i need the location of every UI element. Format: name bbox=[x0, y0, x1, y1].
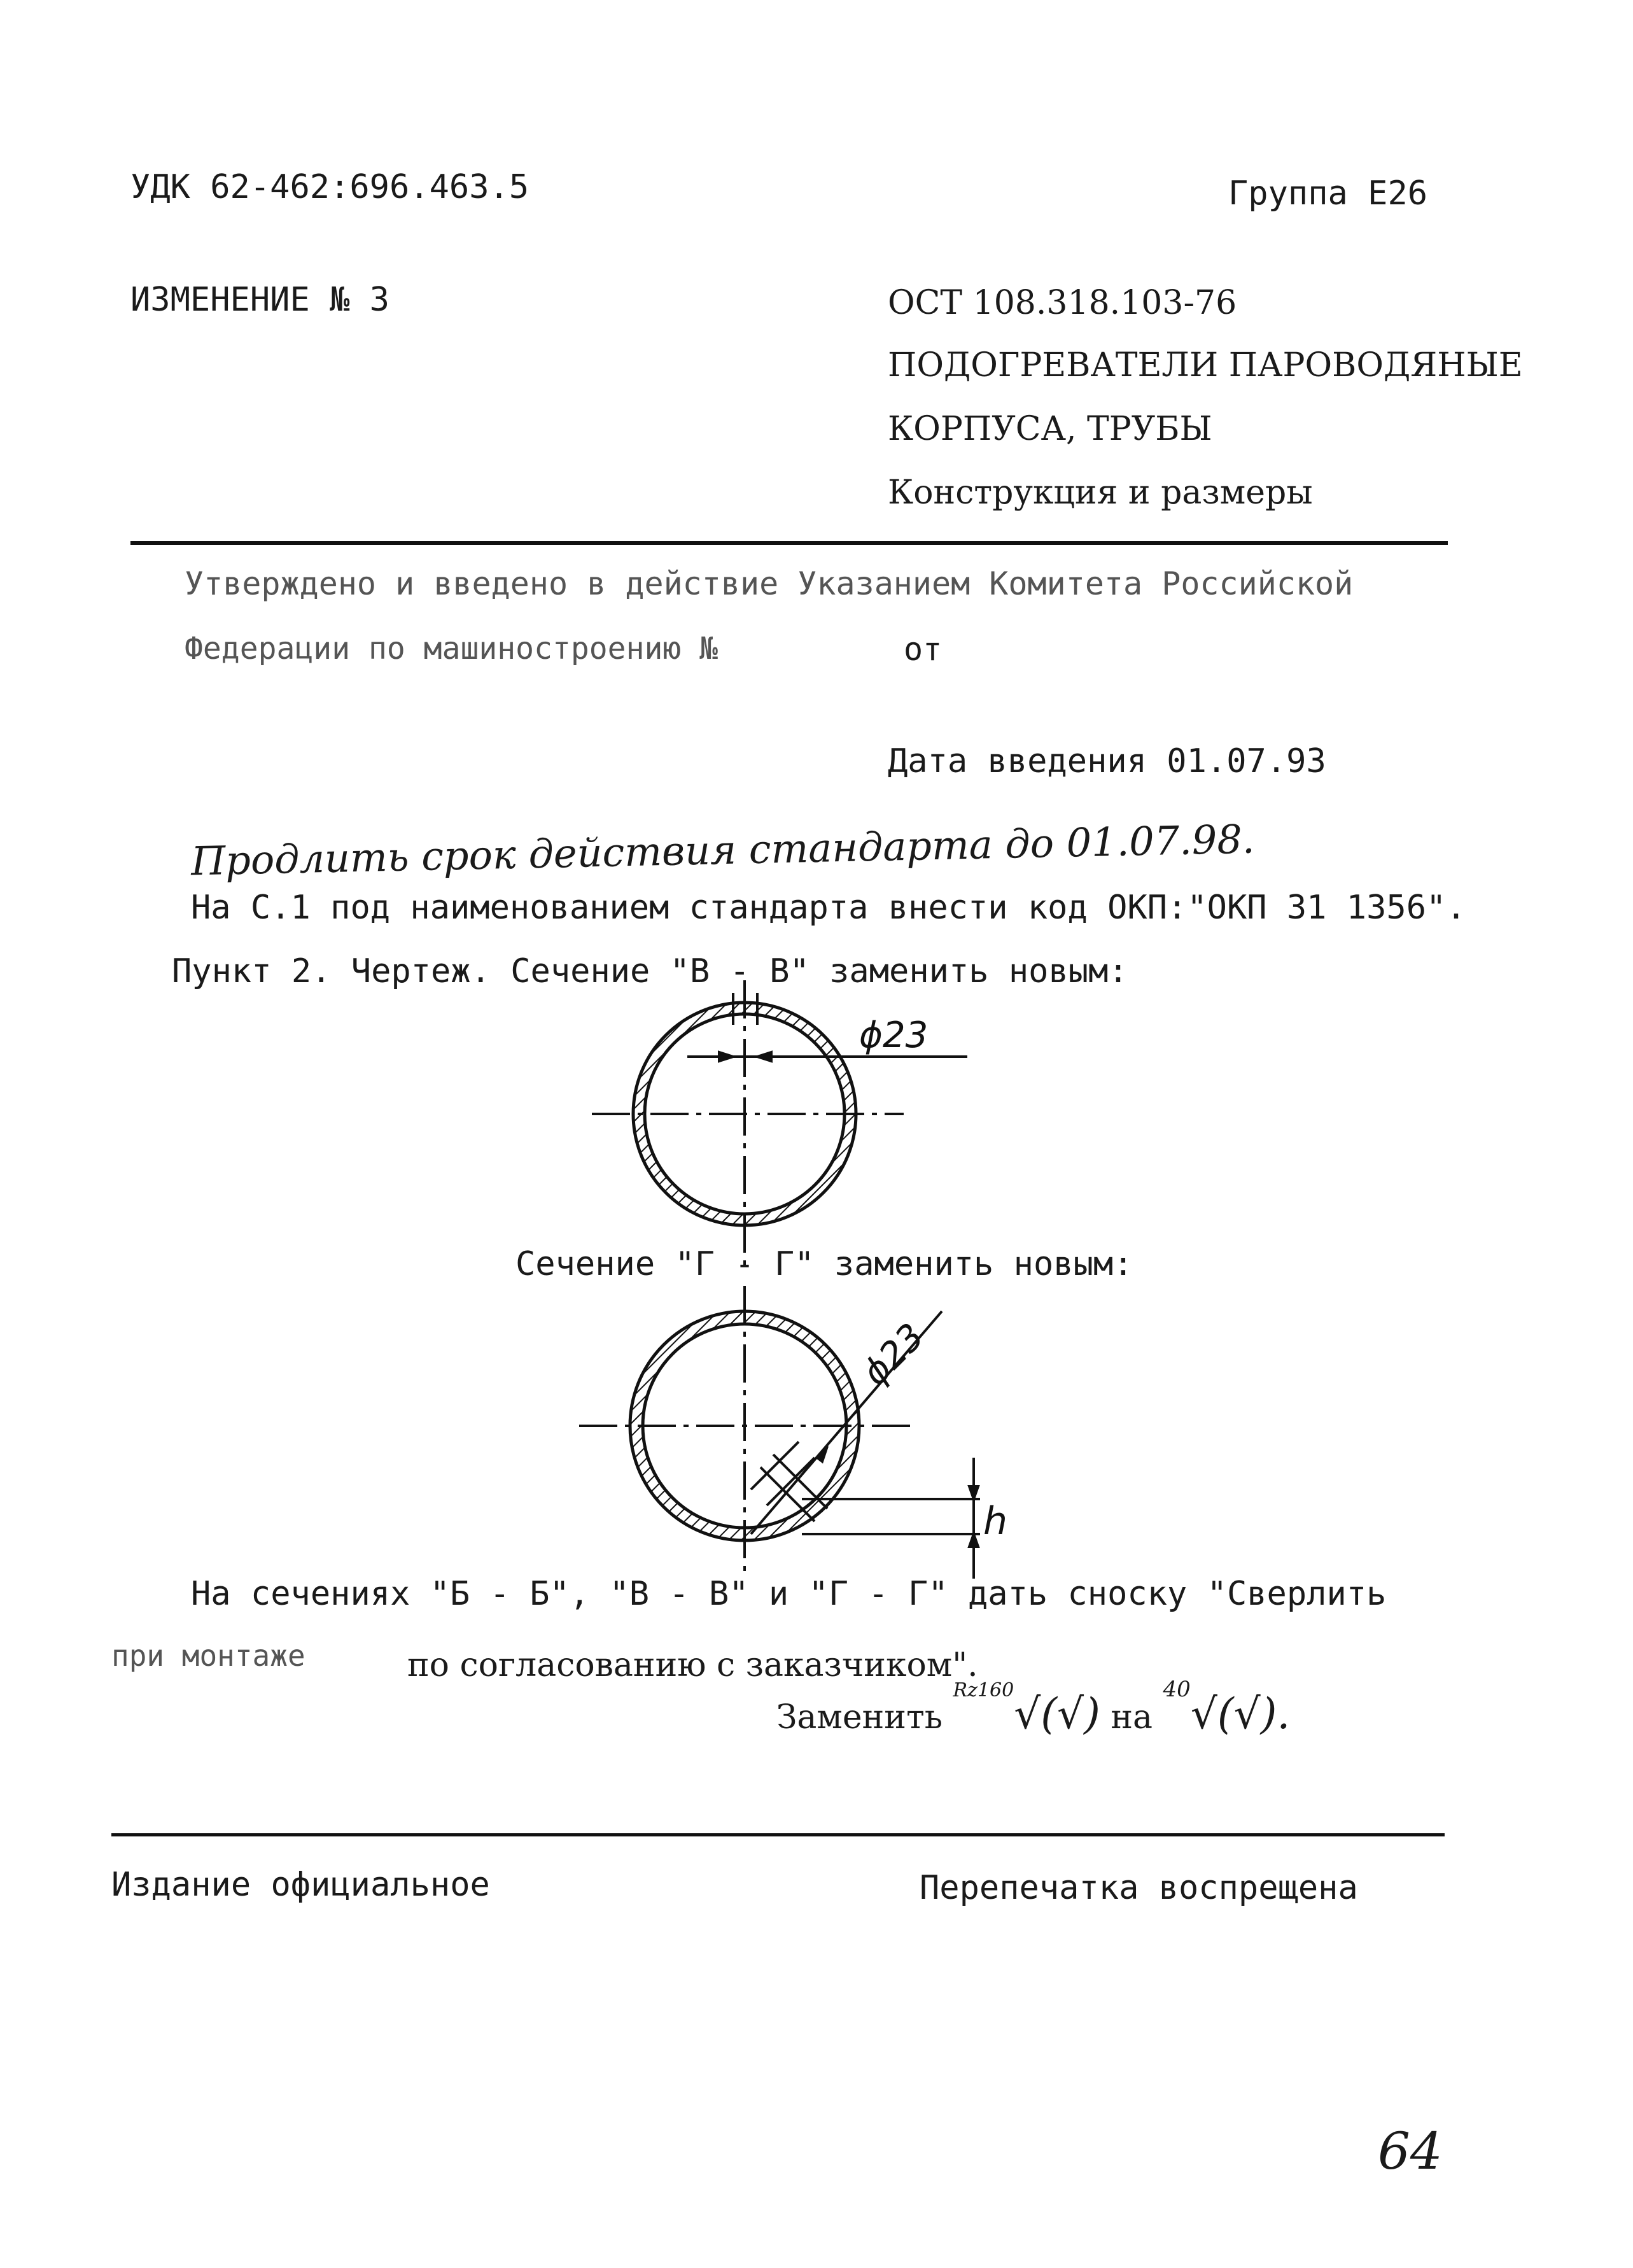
footer-rule bbox=[111, 1833, 1445, 1836]
body-paragraph-sections: На сечениях "Б - Б", "В - В" и "Г - Г" дать сноску "Сверлить bbox=[191, 1575, 1387, 1613]
vv-dimension-text: ϕ23 bbox=[859, 1015, 929, 1056]
approval-line2-left: Федерации по машиностроению № bbox=[185, 631, 718, 666]
roughness-replace-line bbox=[776, 1677, 1291, 1738]
footer-left: Издание официальное bbox=[111, 1866, 490, 1904]
body-paragraph-gg: Сечение "Г - Г" заменить новым: bbox=[515, 1245, 1133, 1283]
handwritten-extension: Продлить срок действия стандарта до 01.07.98. bbox=[190, 815, 1256, 885]
change-label: ИЗМЕНЕНИЕ № 3 bbox=[130, 281, 389, 319]
body-paragraph-vv: Пункт 2. Чертеж. Сечение "В - В" заменить новым: bbox=[172, 952, 1128, 990]
approval-line2-right: от bbox=[904, 631, 943, 668]
roughness-old-symbol: √(√) bbox=[1014, 1689, 1100, 1738]
gg-h-label: h bbox=[983, 1499, 1008, 1544]
group-code: Группа Е26 bbox=[1228, 174, 1428, 213]
title-line2: КОРПУСА, ТРУБЫ bbox=[888, 410, 1212, 448]
approval-line1: Утверждено и введено в действие Указанием Комитета Российской bbox=[185, 565, 1354, 602]
roughness-replace-middle: на bbox=[1111, 1698, 1153, 1736]
body-paragraph-okp: На С.1 под наименованием стандарта внести код ОКП:"ОКП 31 1356". bbox=[191, 889, 1466, 927]
title-line1: ПОДОГРЕВАТЕЛИ ПАРОВОДЯНЫЕ bbox=[888, 346, 1523, 384]
section-vv-drawing bbox=[560, 980, 1006, 1273]
footer-right: Перепечатка воспрещена bbox=[920, 1869, 1358, 1907]
header-rule bbox=[130, 541, 1448, 545]
gg-dimension-text: ϕ23 bbox=[854, 1315, 933, 1394]
body-paragraph-mounting-left: при монтаже bbox=[111, 1638, 305, 1673]
udk-code: УДК 62-462:696.463.5 bbox=[130, 168, 529, 206]
body-paragraph-mounting-right: по согласованию с заказчиком". bbox=[407, 1646, 978, 1684]
roughness-new-symbol: √(√). bbox=[1190, 1689, 1291, 1738]
page-number: 64 bbox=[1378, 2122, 1443, 2181]
section-gg-drawing bbox=[560, 1279, 1044, 1585]
roughness-replace-prefix: Заменить bbox=[776, 1698, 943, 1736]
standard-code: ОСТ 108.318.103-76 bbox=[888, 284, 1237, 322]
roughness-new-value: 40 bbox=[1163, 1677, 1191, 1702]
effective-date: Дата введения 01.07.93 bbox=[888, 742, 1326, 780]
subtitle: Конструкция и размеры bbox=[888, 474, 1313, 512]
roughness-old-value: Rz160 bbox=[953, 1679, 1014, 1701]
